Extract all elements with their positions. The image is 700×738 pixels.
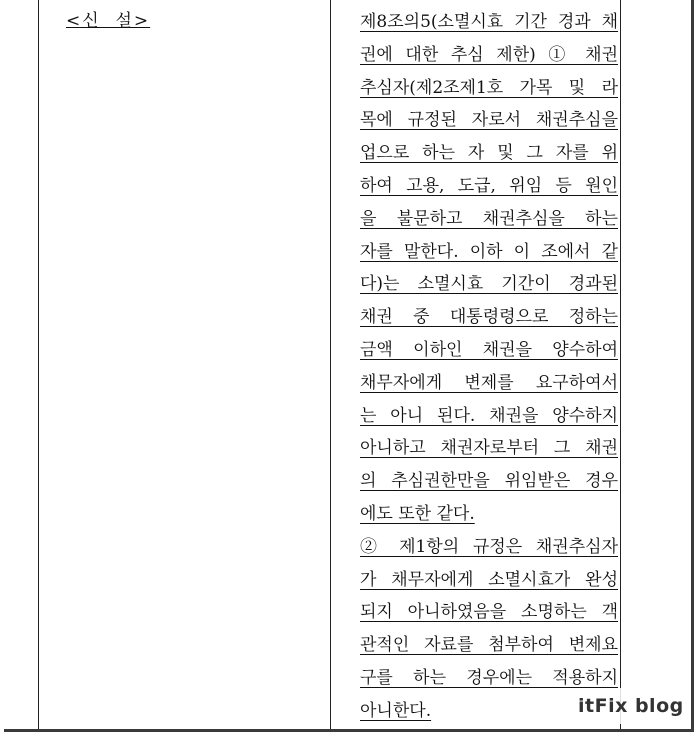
- article-line: 는 아니 된다. 채권을 양수하지: [360, 405, 618, 426]
- column-divider: [620, 0, 621, 729]
- article-line: 금액 이하인 채권을 양수하여: [360, 339, 618, 360]
- article-line: 구를 하는 경우에는 적용하지: [360, 667, 618, 688]
- article-line: ② 제1항의 규정은 채권추심자: [360, 536, 618, 557]
- article-line: 아니한다.: [360, 700, 432, 721]
- watermark: itFix blog: [568, 688, 688, 724]
- article-line: 을 불문하고 채권추심을 하는: [360, 208, 618, 229]
- article-line: 가 채무자에게 소멸시효가 완성: [360, 569, 618, 590]
- article-line: 의 추심권한만을 위임받은 경우: [360, 471, 618, 492]
- article-line: 에도 또한 같다.: [360, 503, 475, 524]
- column-divider: [38, 0, 39, 729]
- article-text: [360, 6, 618, 728]
- new-provision-label: <신 설>: [66, 11, 151, 31]
- article-line: 하여 고용, 도급, 위임 등 원인: [360, 175, 618, 196]
- article-line: 자를 말한다. 이하 이 조에서 같: [360, 241, 618, 262]
- article-line: 되지 아니하였음을 소명하는 객: [360, 602, 618, 623]
- article-line: 제8조의5(소멸시효 기간 경과 채: [360, 12, 618, 32]
- article-line: 업으로 하는 자 및 그 자를 위: [360, 143, 618, 164]
- article-line: 추심자(제2조제1호 가목 및 라: [360, 77, 618, 98]
- article-line: 채무자에게 변제를 요구하여서: [360, 372, 618, 393]
- document-table: [4, 0, 694, 732]
- article-line: 목에 규정된 자로서 채권추심을: [360, 110, 618, 131]
- column-divider: [330, 0, 331, 729]
- article-line: 권에 대한 추심 제한) ① 채권: [360, 44, 618, 65]
- article-line: 아니하고 채권자로부터 그 채권: [360, 438, 618, 459]
- article-line: 관적인 자료를 첨부하여 변제요: [360, 635, 618, 656]
- article-line: 다)는 소멸시효 기간이 경과된: [360, 274, 618, 295]
- article-line: 채권 중 대통령령으로 정하는: [360, 307, 618, 328]
